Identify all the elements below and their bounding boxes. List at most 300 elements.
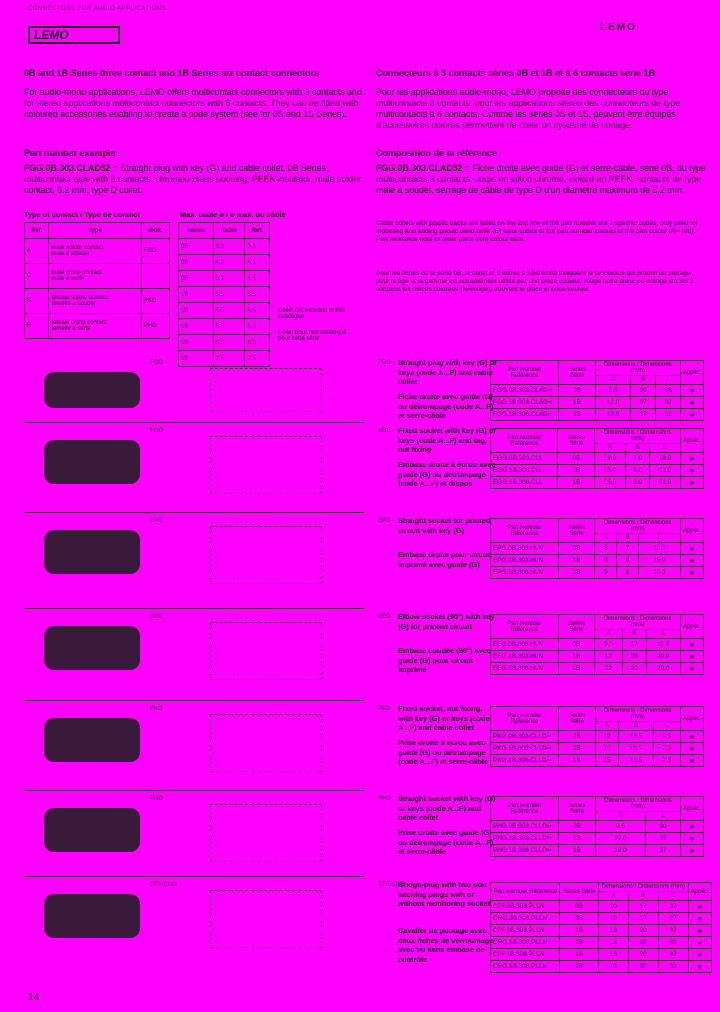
product-photo-label: FGG — [150, 360, 163, 366]
col-dimensions: Dimensions / Dimensions (mm) — [595, 797, 680, 812]
connector-photo — [44, 718, 140, 762]
table-cell: 7.5 — [653, 755, 680, 767]
table-row — [491, 743, 704, 755]
table-cell: 0B — [558, 453, 595, 465]
col-part-number: Part Number Référence — [491, 361, 559, 385]
table-cell: 15.0 — [638, 567, 680, 579]
left-intro: For audio-mono applications, LEMO offers multicontact connectors with 3 contacts and for stereo applications multicontact connectors with 6 contacts. They can be fitted with coloured accessories enabling to create a code system (see for 0S and 1S Series). — [24, 87, 362, 119]
col-part-number: Part Number Référence — [491, 707, 559, 731]
table-cell: 1B — [560, 949, 598, 961]
section-code: EEG — [378, 614, 391, 620]
application-dot-icon: ● — [680, 453, 703, 465]
application-dot-icon: ● — [680, 755, 703, 767]
section-label-fr: Fiche droite avec guide (G) ou détrompage (code A...F) et serre-câble — [398, 392, 494, 420]
table-cell: 32 — [658, 949, 688, 961]
table-cell: PKG.1B.306.CLLD•• — [491, 755, 559, 767]
table-cell: EGG.1B.303.CLL — [491, 465, 558, 477]
table-cell: 8 — [595, 543, 617, 555]
col-dim: A — [595, 376, 631, 385]
col-part-number: Part Number Référence — [491, 429, 558, 453]
table-cell: 1B — [560, 961, 598, 973]
table-cell: 9.5 — [595, 385, 631, 397]
right-intro: Pour les applications audio-mono, LEMO propose des connecteurs du type multicontacts 3 contacts, pour les applications stéréo des connecteurs de type multicontacts à 6 contacts. Comme les séries 0S et 1S, peuvent être équipés d'accessoires colorés permettant de créer un système de codage. — [376, 87, 681, 130]
table-row — [25, 314, 170, 339]
table-cell: 1B — [558, 663, 595, 675]
col-dim: L — [650, 444, 681, 453]
table-cell: 21.0 — [650, 465, 681, 477]
table-cell: 15.0 — [638, 555, 680, 567]
technical-drawing — [210, 714, 322, 772]
table-row: 1B 3.5 3.5 — [179, 287, 270, 303]
left-pn-text: = Straight plug with key (G) and cable collet, 0B Series, multicontact type with 3 contacts, chromed brass housing, PEEK insulator, male solder contact, 5.2 mm, type D collet. — [24, 163, 361, 195]
table-row — [491, 901, 712, 913]
table-cell: 32 — [658, 925, 688, 937]
application-dot-icon: ● — [688, 901, 711, 913]
table-cell: 21.0 — [650, 477, 681, 489]
table-cell: EEG.1B.303.HLN — [491, 651, 559, 663]
table-row — [491, 543, 704, 555]
table-cell: 0B — [558, 543, 595, 555]
left-title: 0B and 1B Series three contact and 1B Series six contact connectors — [24, 68, 320, 78]
table-cell: CFF.1B.306.PLLN — [491, 949, 560, 961]
table-row: 0B 3.2 3.1 — [179, 239, 270, 255]
right-title: Connecteurs à 3 contacts séries 0B et 1B et à 6 contacts série 1B — [376, 68, 656, 78]
section-code: PHG — [378, 796, 392, 802]
table-cell: 20.0 — [646, 651, 680, 663]
contact-header-ref: Ref. — [25, 223, 49, 239]
col-application: Applic. — [680, 429, 703, 453]
table-cell: PHG.1B.306.CLLD•• — [491, 845, 559, 857]
page-number: 14 — [28, 992, 40, 1003]
table-cell: 20 — [622, 651, 646, 663]
col-dim: B — [617, 534, 639, 543]
table-cell: CFF.0B.303.PLLN — [491, 901, 560, 913]
table-row — [491, 397, 704, 409]
section-code: EGG — [378, 428, 392, 434]
section-label-fr: Embase droite pour circuit imprimé avec guide (G) — [398, 550, 492, 569]
table-row — [491, 639, 704, 651]
application-dot-icon: ● — [680, 555, 703, 567]
section-separator — [24, 876, 364, 877]
col-dim: B — [631, 376, 656, 385]
table-cell: EGG.0B.303.CLL — [491, 453, 558, 465]
table-cell: 13 — [598, 937, 628, 949]
application-dot-icon: ● — [680, 845, 703, 857]
table-cell: 13 — [598, 925, 628, 937]
col-dimensions: Dimensions / Dimensions (mm) — [595, 429, 681, 444]
section-label-fr: Embase coudée (90°) avec guide (G) pour circuit imprimé — [398, 646, 491, 674]
section-label-fr: Prise droite à écrou avec guide (G) ou détrompage (code A...F) et serre-câble — [398, 738, 489, 766]
col-dim: L — [658, 892, 688, 901]
cable-table — [178, 222, 270, 367]
table-cell: 12.0 — [595, 409, 631, 421]
dims-header-row — [491, 883, 712, 892]
table-cell: 0B — [560, 901, 598, 913]
contact-type: male solder contact male à souder — [49, 239, 141, 264]
technical-drawing — [210, 368, 322, 412]
col-part-number: Part Number Référence — [491, 797, 559, 821]
table-cell: 37 — [646, 833, 681, 845]
table-cell: EGG.1B.306.CLL — [491, 477, 558, 489]
table-cell: 32 — [658, 937, 688, 949]
technical-drawing — [210, 436, 322, 494]
col-application: Applic. — [680, 519, 703, 543]
part-number-table — [490, 706, 704, 767]
cable-note-en: Collet not included in this catalogue — [278, 308, 345, 320]
contact-mod: PHG — [141, 314, 169, 339]
left-pn-title: Part number example — [24, 148, 116, 158]
cable-header-ref: Ref. — [245, 223, 270, 239]
table-cell: 1B — [559, 833, 596, 845]
table-cell: EPG.0B.303.HLN — [491, 543, 559, 555]
table-cell: 9 — [595, 567, 617, 579]
table-cell: 8 — [617, 555, 639, 567]
part-number-table — [490, 518, 704, 579]
connector-photo — [44, 440, 140, 484]
table-row — [25, 239, 170, 264]
section-label-en: Fixed socket, nut fixing, with key (G) or keys (code A...F) and cable collet — [398, 704, 490, 732]
table-row — [491, 555, 704, 567]
table-cell: FGG.0B.303.CLAD•• — [491, 385, 559, 397]
application-dot-icon: ● — [688, 961, 711, 973]
table-cell: 1B — [558, 567, 595, 579]
cable-title: Max. cable ø / ø max. du câble — [180, 210, 286, 219]
section-label-fr: Prise droite avec guide (G) ou détrompage (code A...F) et serre-câble — [398, 828, 494, 856]
table-cell: 20 — [628, 925, 658, 937]
contact-ref: R — [25, 314, 49, 339]
contact-type: male crimp contact mâle à sertir — [49, 264, 141, 289]
right-pn-text: = Fiche droite avec guide (G) et serre-câble, série 0B, du type multicontacts 3 contacts, corps en laiton chromé, isolant en PEEK, contacts de type mâle à souder, serrage de câble de type D d'un diamètre maximum de 5,2 mm. — [376, 163, 706, 195]
table-cell: 7 — [617, 543, 639, 555]
dims-header-row — [491, 429, 704, 444]
contact-title: Type of contact / Type de contact — [24, 210, 140, 219]
table-cell: 8 — [617, 567, 639, 579]
table-cell: 32 — [656, 397, 681, 409]
col-dimensions: Dimensions / Dimensions (mm) — [595, 361, 680, 376]
table-cell: PHG.0B.303.CLLD•• — [491, 821, 559, 833]
col-application: Applic. — [680, 797, 703, 821]
table-row — [491, 949, 712, 961]
contact-ref: S — [25, 289, 49, 314]
table-row — [491, 409, 704, 421]
section-label-en: Straight socket for printed circuit with key (G) — [398, 516, 491, 535]
section-separator — [24, 700, 364, 701]
table-cell: 0B — [560, 913, 598, 925]
technical-drawing — [210, 526, 322, 584]
table-cell: 20 — [628, 949, 658, 961]
table-cell: 17 — [622, 639, 646, 651]
table-cell: 1B — [558, 651, 595, 663]
table-row — [491, 913, 712, 925]
table-row — [491, 453, 704, 465]
table-cell: 15.5 — [619, 743, 653, 755]
table-cell: 9.5 — [653, 731, 680, 743]
col-series: Series Série — [559, 797, 596, 821]
table-row: 1B 4.5 4.5 — [179, 303, 270, 319]
left-pn-code: FGG.0B.303.CLAD52 — [24, 163, 111, 173]
application-dot-icon: ● — [680, 409, 703, 421]
section-label-fr: Cavalier de pontage avec deux fiches de verrouillage avec ou sans embase de contrôle — [398, 926, 494, 964]
table-cell: 30 — [631, 385, 656, 397]
product-photo-label: EPG — [150, 518, 163, 524]
contact-type: female solder contact femelle à souder — [49, 289, 141, 314]
table-cell: 13 — [598, 949, 628, 961]
product-photo-label: EGG — [150, 428, 164, 434]
table-cell: CRO.1B.303.PLLN — [491, 937, 560, 949]
table-cell: 9.0 — [625, 477, 649, 489]
table-row — [491, 755, 704, 767]
contact-mod: PKG — [141, 289, 169, 314]
table-cell: 20 — [622, 663, 646, 675]
table-cell: 1B — [559, 755, 596, 767]
section-label-en: Elbow socket (90°) with key (G) for printed circuit — [398, 612, 495, 631]
dims-header-row — [491, 519, 704, 534]
table-cell: 9 — [595, 555, 617, 567]
table-cell: 1B — [559, 397, 596, 409]
lemo-logo — [28, 26, 120, 44]
col-application: Applic. — [688, 883, 711, 901]
section-label-en: Bridge-plug with two non latching plugs with or without monitoring socket — [398, 880, 491, 908]
section-code: EPG — [378, 518, 391, 524]
table-cell: 15.5 — [619, 731, 653, 743]
application-dot-icon: ● — [680, 821, 703, 833]
col-dim: A — [595, 444, 626, 453]
section-label-en: Fixed socket with key (G) or keys (code A...F) and tag, nut fixing — [398, 426, 497, 454]
table-cell: EEG.0B.303.HLN — [491, 639, 559, 651]
table-cell: 12.0 — [595, 397, 631, 409]
table-cell: 13.5 — [638, 543, 680, 555]
connector-photo — [44, 530, 140, 574]
table-cell: 20.0 — [646, 663, 680, 675]
table-row: 0B 5.2 5.1 — [179, 271, 270, 287]
cable-header-cable: Cable — [213, 223, 245, 239]
header-top-line: CONNECTORS FOR AUDIO APPLICATIONS — [28, 6, 167, 12]
table-cell: 26 — [656, 385, 681, 397]
table-cell: 1B — [559, 743, 596, 755]
contact-ref: C — [25, 264, 49, 289]
table-cell: PKG.0B.303.CLLD•• — [491, 731, 559, 743]
table-cell: CRO.1B.306.PLLN — [491, 961, 560, 973]
table-cell: 12.0 — [595, 453, 626, 465]
table-cell: 1B — [558, 465, 595, 477]
table-cell: 0B — [558, 639, 595, 651]
application-dot-icon: ● — [680, 385, 703, 397]
connector-photo — [44, 626, 140, 670]
table-cell: 1B — [559, 409, 596, 421]
table-row — [491, 651, 704, 663]
application-dot-icon: ● — [680, 731, 703, 743]
application-dot-icon: ● — [688, 949, 711, 961]
table-row — [491, 731, 704, 743]
table-cell: PHG.1B.303.CLLD•• — [491, 833, 559, 845]
col-application: Applic. — [680, 361, 703, 385]
table-cell: FGG.1B.303.CLAD•• — [491, 397, 559, 409]
col-dim: A — [595, 812, 645, 821]
dims-header-row — [491, 707, 704, 722]
col-dimensions: Dimensions / Dimensions (mm) — [595, 707, 680, 722]
table-cell: EPG.1B.306.HLN — [491, 567, 559, 579]
brand-mark: LEMO — [600, 22, 637, 33]
contact-type: female crimp contact femelle à sertir — [49, 314, 141, 339]
table-row — [491, 567, 704, 579]
table-row — [491, 663, 704, 675]
table-cell: 37 — [631, 409, 656, 421]
table-row: 1B 7.5 7.5 — [179, 351, 270, 367]
col-dim: B — [625, 444, 649, 453]
col-series: Series Série — [558, 615, 595, 639]
col-dim: L — [653, 722, 680, 731]
section-separator — [24, 608, 364, 609]
col-part-number: Part Number Référence — [491, 615, 559, 639]
table-cell: 0B — [559, 731, 596, 743]
col-series: Series Série — [559, 361, 596, 385]
table-cell: 12 — [595, 663, 622, 675]
table-cell: 37 — [646, 845, 681, 857]
table-cell: 15.8 — [646, 639, 680, 651]
table-cell: FGG.1B.306.CLAD•• — [491, 409, 559, 421]
application-dot-icon: ● — [680, 663, 703, 675]
table-cell: 17 — [628, 901, 658, 913]
table-cell: 9.0 — [625, 465, 649, 477]
col-dimensions: Dimensions / Dimensions (mm) — [595, 519, 680, 534]
table-row — [491, 845, 704, 857]
table-row — [491, 925, 712, 937]
table-row: 1B 5.5 5.5 — [179, 319, 270, 335]
col-application: Applic. — [680, 707, 703, 731]
table-cell: CRO.0B.303.PLLN — [491, 913, 560, 925]
col-dimensions: Dimensions / Dimensions (mm) — [598, 883, 688, 892]
table-cell: 20 — [628, 937, 658, 949]
table-row — [491, 385, 704, 397]
product-photo-label: CFF/CRO — [150, 882, 177, 888]
application-dot-icon: ● — [680, 651, 703, 663]
table-cell: 32 — [658, 961, 688, 973]
application-dot-icon: ● — [688, 937, 711, 949]
right-pn-code: FGG.0B.303.CLAD52 — [376, 163, 463, 173]
table-cell: 1B — [560, 925, 598, 937]
table-row — [491, 821, 704, 833]
table-cell: 12.0 — [595, 845, 645, 857]
right-note-2: Pour les fiches de la série 0B, le collet et 2 lettres à l'extrémité indiquent le processus qui produit du serrage pour la tige et la gamme est actuellement utilisé par une pièce couleur: rouge noire blanc ou orange sur les 3 contacts les pièces colorées (N=rouge), trouvent le pièce et code couleur. — [376, 270, 694, 294]
table-cell: 9.5 — [595, 821, 645, 833]
section-separator — [24, 512, 364, 513]
table-row — [491, 465, 704, 477]
table-cell: 1B — [559, 845, 596, 857]
section-label-en: Straight socket with key (G) or keys (code A...F) and cable collet — [398, 794, 496, 822]
application-dot-icon: ● — [680, 639, 703, 651]
table-cell: EPG.1B.303.HLN — [491, 555, 559, 567]
table-cell: 1B — [560, 937, 598, 949]
table-cell: 12 — [595, 731, 619, 743]
table-row — [25, 289, 170, 314]
connector-photo — [44, 808, 140, 852]
table-cell: 13 — [598, 961, 628, 973]
section-code: PKG — [378, 706, 391, 712]
contact-table-header — [25, 223, 170, 239]
col-series: Series Série — [559, 707, 596, 731]
col-series: Series Série — [558, 519, 595, 543]
col-dimensions: Dimensions / Dimensions (mm) — [595, 615, 681, 630]
table-row — [491, 833, 704, 845]
contact-mod — [141, 264, 169, 289]
table-cell: 15.5 — [619, 755, 653, 767]
contact-header-mod: Mod. — [141, 223, 169, 239]
col-part-number: Part Number Référence — [491, 519, 559, 543]
product-photo-label: PKG — [150, 706, 163, 712]
col-series: Series Série — [560, 883, 598, 901]
right-pn-title: Composition de la référence — [376, 148, 498, 158]
col-dim: L — [646, 812, 681, 821]
table-cell: 17 — [628, 913, 658, 925]
section-code: CFF/CRO — [378, 882, 405, 888]
table-row — [491, 477, 704, 489]
contact-mod: FGG — [141, 239, 169, 264]
application-dot-icon: ● — [680, 397, 703, 409]
col-part-number: Part Number Référence — [491, 883, 560, 901]
product-photo-label: PHG — [150, 796, 164, 802]
table-cell: 9.5 — [595, 639, 622, 651]
col-dim: B — [628, 892, 658, 901]
section-separator — [24, 790, 364, 791]
section-label-en: Straight plug with key (G) or keys (code A...F) and cable collet — [398, 358, 497, 386]
application-dot-icon: ● — [680, 567, 703, 579]
table-cell: PKG.1B.303.CLLD•• — [491, 743, 559, 755]
table-row — [491, 937, 712, 949]
application-dot-icon: ● — [680, 465, 703, 477]
table-cell: 27 — [658, 913, 688, 925]
table-cell: 30 — [646, 821, 681, 833]
table-cell: EEG.1B.306.HLN — [491, 663, 559, 675]
contact-header-type: Type — [49, 223, 141, 239]
part-number-table — [490, 360, 704, 421]
cable-note-fr: Collet pour non cataloqué pour cette série — [278, 330, 347, 342]
application-dot-icon: ● — [680, 477, 703, 489]
col-dim: A — [598, 892, 628, 901]
technical-drawing — [210, 804, 322, 862]
table-cell: 0B — [559, 821, 596, 833]
table-cell: 10 — [598, 913, 628, 925]
application-dot-icon: ● — [688, 913, 711, 925]
col-dim: L — [638, 534, 680, 543]
part-number-table — [490, 796, 704, 857]
section-separator — [24, 422, 364, 423]
table-cell: 0B — [559, 385, 596, 397]
part-number-table — [490, 428, 704, 489]
col-dim: L — [656, 376, 681, 385]
cable-table-header — [179, 223, 270, 239]
col-dim: B — [622, 630, 646, 639]
connector-photo — [44, 894, 140, 938]
table-cell: 15.0 — [595, 465, 626, 477]
col-dim: A — [595, 534, 617, 543]
col-dim: B — [619, 722, 653, 731]
col-application: Applic. — [680, 615, 703, 639]
section-label-fr: Embase droite à écrou avec guide (G) ou détrompage (code A...F) et dispos — [398, 460, 496, 488]
application-dot-icon: ● — [680, 543, 703, 555]
table-cell: 1B — [558, 555, 595, 567]
table-row — [491, 961, 712, 973]
right-note-1: Cable collets with plastic backs are listed on the 2nd line of the part number are 1 specific codes, only used for mounting and adding plastic bend relief (E) color codes of the part number instead of the part colour (N= red). Part reference note to order parts from colour bars. — [376, 220, 698, 244]
logo-text: LEMO — [34, 28, 69, 42]
section-code: FGG — [378, 360, 391, 366]
dims-header-row — [491, 361, 704, 376]
application-dot-icon: ● — [680, 833, 703, 845]
table-cell: 37 — [631, 397, 656, 409]
col-dim: A — [595, 722, 619, 731]
table-row — [25, 264, 170, 289]
product-photo-label: EEG — [150, 614, 163, 620]
dims-header-row — [491, 615, 704, 630]
